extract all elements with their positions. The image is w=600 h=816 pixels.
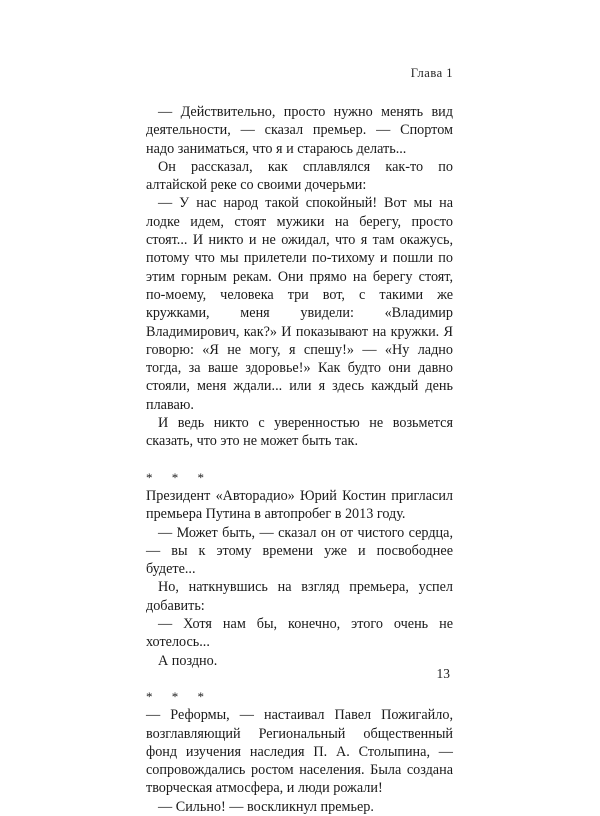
paragraph: — Может быть, — сказал он от чистого сердца, — вы к этому времени уже и посвободнее будете...	[146, 524, 453, 578]
paragraph: — Хотя нам бы, конечно, этого очень не хотелось...	[146, 616, 453, 651]
paragraph: — Действительно, просто нужно менять вид деятельности, — сказал премьер. — Спортом надо заниматься, что я и стараюсь делать...	[146, 104, 453, 157]
section-separator: * * *	[146, 688, 212, 704]
paragraph: — Реформы, — настаивал Павел Пожигайло, возглавляющий Региональный общественный фонд изучения наследия П. А. Столыпина, — сопровождались ростом населения. Была создана творческая атмосфера, и люди рожали!	[146, 707, 453, 797]
paragraph: Президент «Авторадио» Юрий Костин пригласил премьера Путина в автопробег в 2013 году.	[146, 487, 453, 523]
paragraph: Он рассказал, как сплавлялся как-то по алтайской реке со своими дочерьми:	[146, 158, 453, 194]
paragraph: А поздно.	[158, 652, 218, 669]
section-separator: * * *	[146, 469, 212, 485]
running-head-chapter: Глава 1	[410, 66, 453, 80]
paragraph: — Сильно! — воскликнул премьер.	[158, 798, 374, 815]
paragraph: — У нас народ такой спокойный! Вот мы на лодке идем, стоят мужики на берегу, просто стоят... И никто и не ожидал, что я там окажусь, потому что мы прилетели по-тихому и пошли по этим горным рекам. Они прямо на берегу стоят, по-моему, человека три вот, с такими же кружками, меня увидели: «Владимир Владимирович, как?» И показывают на кружки. Я говорю: «Я не могу, я спешу!» — «Ну ладно тогда, за ваше здоровье!» Как будто они давно стояли, меня ждали... или я здесь каждый день плаваю.	[146, 195, 453, 413]
paragraph: Но, наткнувшись на взгляд премьера, успел добавить:	[146, 579, 453, 614]
paragraph: И ведь никто с уверенностью не возьмется сказать, что это не может быть так.	[146, 415, 453, 450]
main-text	[146, 103, 453, 816]
page-number: 13	[436, 666, 450, 681]
